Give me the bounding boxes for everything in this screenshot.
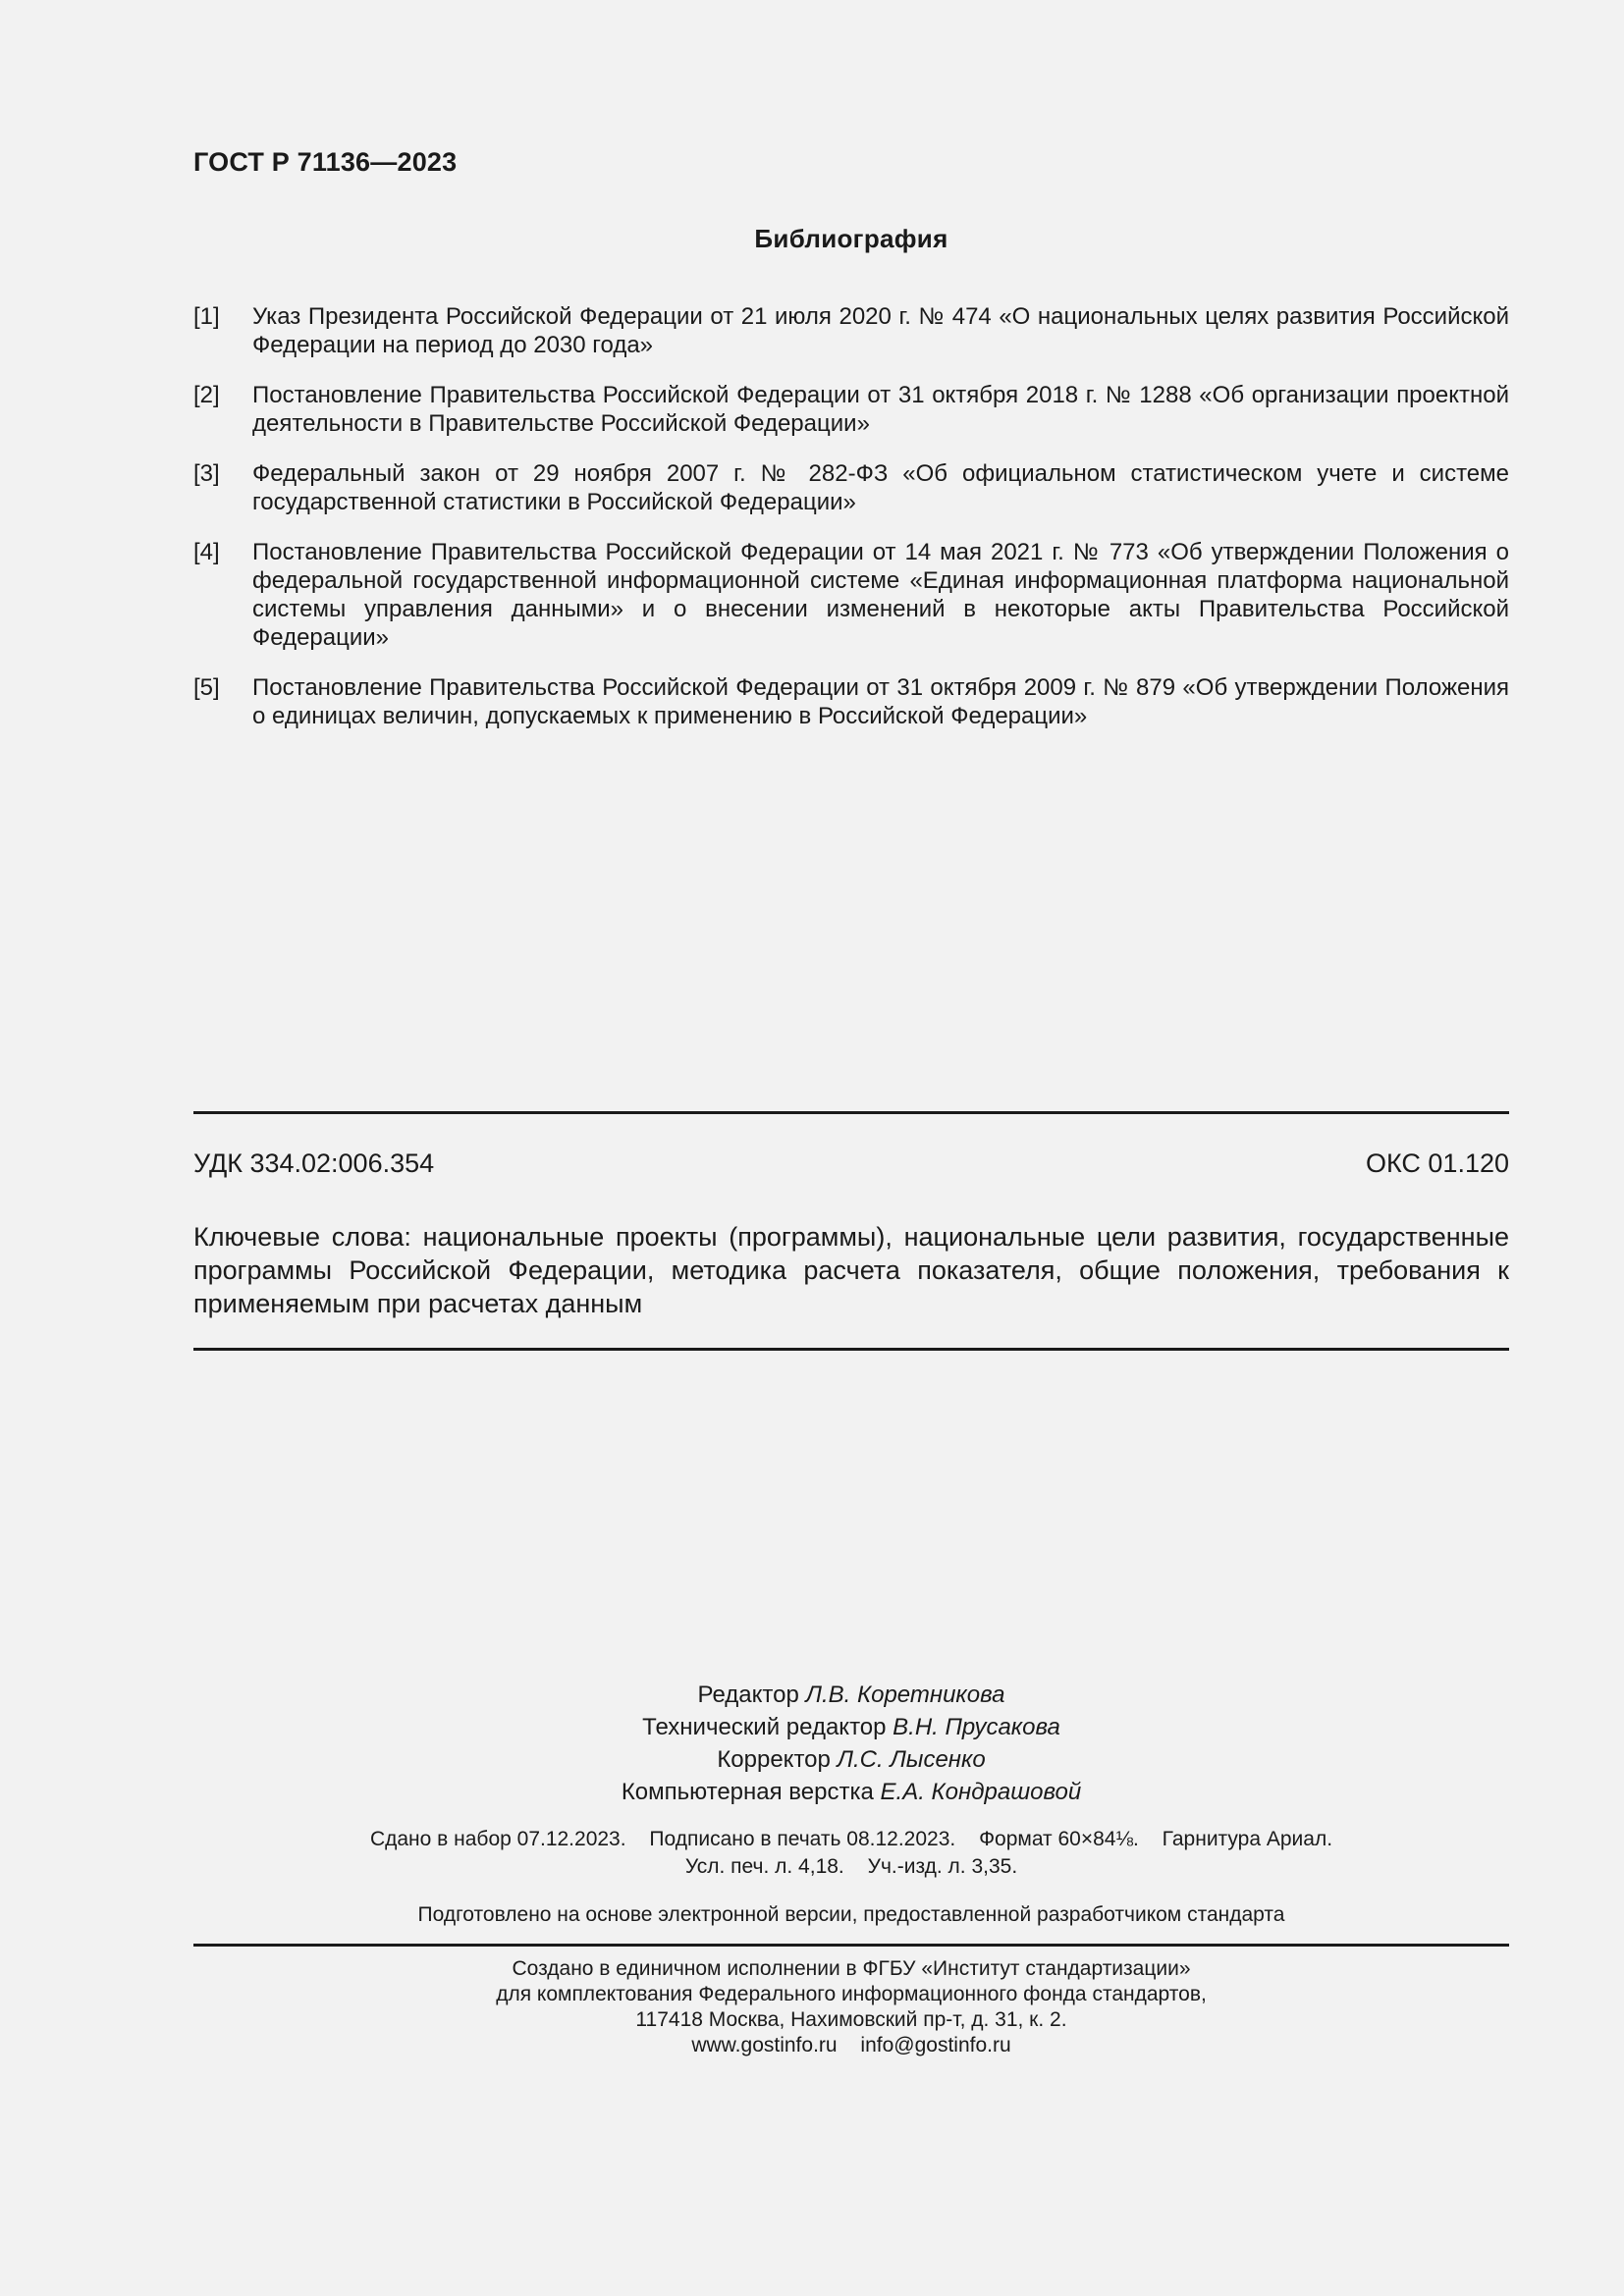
credit-role: Технический редактор [642, 1714, 887, 1740]
bibliography-item-number: [2] [193, 382, 220, 408]
classification-row [193, 1148, 1509, 1179]
credit-role: Редактор [697, 1682, 799, 1708]
bibliography-item [193, 302, 1509, 359]
standard-code: ГОСТ Р 71136—2023 [193, 147, 458, 177]
divider-middle [193, 1348, 1509, 1351]
credit-person: Л.В. Коретникова [805, 1682, 1005, 1708]
oks-code: ОКС 01.120 [1365, 1148, 1509, 1178]
credit-line-proofreader [79, 1743, 1624, 1776]
bibliography-item-text: Постановление Правительства Российской Федерации от 14 мая 2021 г. № 773 «Об утверждении Положения о федеральной государственной информационной системе «Единая информационная платформа национальной системы управления данными» и о внесении изменений в некоторые акты Правительства Российской Федерации» [252, 539, 1509, 651]
prepared-note: Подготовлено на основе электронной версии, предоставленной разработчиком стандарта [417, 1903, 1285, 1926]
credit-person: Л.С. Лысенко [837, 1746, 986, 1773]
bibliography-item [193, 459, 1509, 516]
print-info-line-2 [79, 1853, 1624, 1881]
publisher-block [0, 1956, 1624, 2058]
bibliography-item [193, 673, 1509, 730]
print-sheets: Усл. печ. л. 4,18. [684, 1855, 844, 1878]
credit-line-layout [79, 1776, 1624, 1808]
publisher-address: 117418 Москва, Нахимовский пр-т, д. 31, к. 2. [635, 2008, 1067, 2031]
credit-role: Корректор [717, 1746, 831, 1773]
paper-format: Формат 60×84⅛. [979, 1828, 1139, 1850]
bibliography-item [193, 381, 1509, 438]
bibliography-item-number: [4] [193, 539, 220, 565]
bibliography-item-text: Указ Президента Российской Федерации от 21 июля 2020 г. № 474 «О национальных целях развития Российской Федерации на период до 2030 года» [252, 303, 1509, 358]
edition-sheets: Уч.-изд. л. 3,35. [867, 1855, 1018, 1878]
bibliography-title: Библиография [754, 224, 948, 253]
publisher-line-1: Создано в единичном исполнении в ФГБУ «Институт стандартизации» [512, 1957, 1191, 1980]
print-info-line-1 [79, 1826, 1624, 1853]
publisher-contacts [79, 2033, 1624, 2058]
credits-block [0, 1679, 1624, 1808]
bibliography-item-text: Федеральный закон от 29 ноября 2007 г. № 282-ФЗ «Об официальном статистическом учете и системе государственной статистики в Российской Федерации» [252, 460, 1509, 515]
bibliography-list [193, 302, 1509, 752]
typeface: Гарнитура Ариал. [1162, 1828, 1333, 1850]
submitted-date: Сдано в набор 07.12.2023. [369, 1828, 626, 1850]
udk-code: УДК 334.02:006.354 [193, 1148, 435, 1178]
publisher-email[interactable]: info@gostinfo.ru [860, 2034, 1011, 2056]
credit-line-editor [79, 1679, 1624, 1711]
credit-role: Компьютерная верстка [621, 1779, 874, 1805]
bibliography-item-number: [5] [193, 674, 220, 701]
keywords-paragraph: Ключевые слова: национальные проекты (программы), национальные цели развития, государственные программы Российской Федерации, методика расчета показателя, общие положения, требования к применяемым при расчетах данным [193, 1222, 1509, 1318]
bibliography-item-number: [1] [193, 303, 220, 330]
publisher-website[interactable]: www.gostinfo.ru [691, 2034, 838, 2056]
divider-top [193, 1111, 1509, 1114]
bibliography-item-text: Постановление Правительства Российской Федерации от 31 октября 2018 г. № 1288 «Об организации проектной деятельности в Правительстве Российской Федерации» [252, 382, 1509, 437]
divider-bottom [193, 1944, 1509, 1947]
bibliography-item-number: [3] [193, 460, 220, 487]
signed-date: Подписано в печать 08.12.2023. [649, 1828, 956, 1850]
bibliography-item [193, 538, 1509, 652]
credit-line-tech-editor [79, 1711, 1624, 1743]
bibliography-item-text: Постановление Правительства Российской Федерации от 31 октября 2009 г. № 879 «Об утверждении Положения о единицах величин, допускаемых к применению в Российской Федерации» [252, 674, 1509, 729]
credit-person: В.Н. Прусакова [893, 1714, 1060, 1740]
print-info-block [0, 1826, 1624, 1881]
publisher-line-2: для комплектования Федерального информационного фонда стандартов, [496, 1983, 1207, 2005]
credit-person: Е.А. Кондрашовой [880, 1779, 1082, 1805]
